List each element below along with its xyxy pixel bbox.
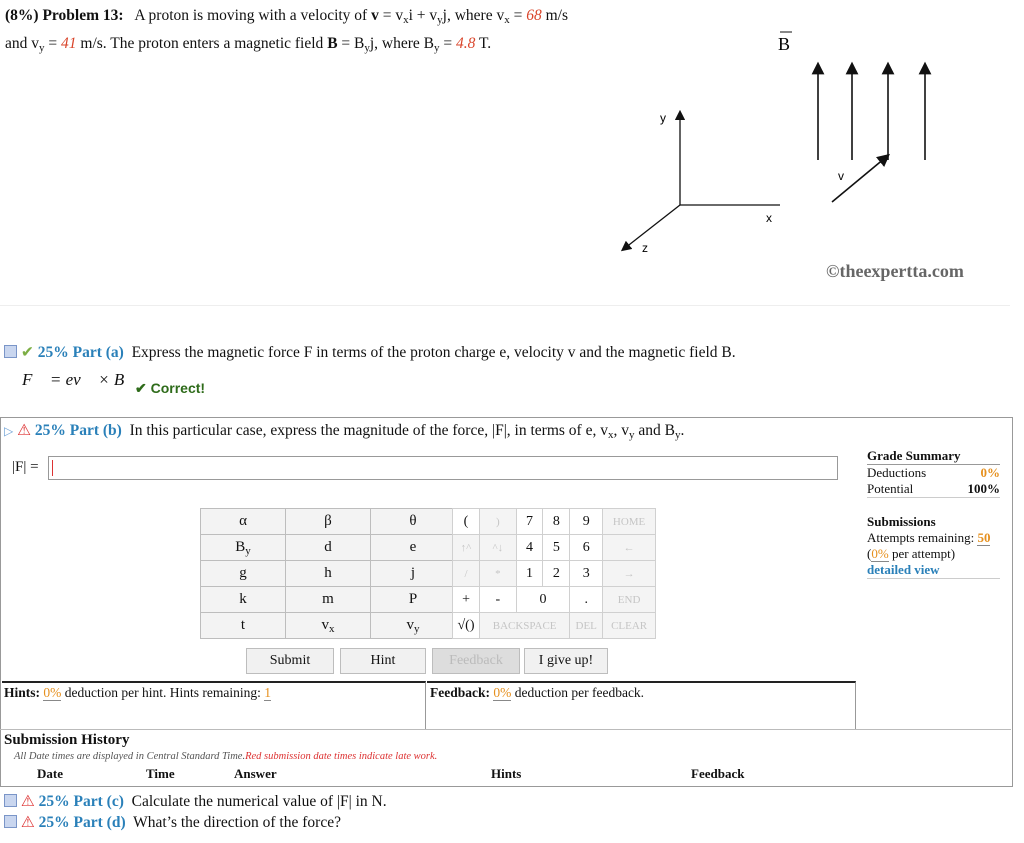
potential-row <box>867 481 1000 498</box>
submission-history-title: Submission History <box>4 732 130 748</box>
divider <box>0 305 1010 306</box>
key-minus[interactable]: - <box>480 587 517 613</box>
part-c-percent: 25% Part (c) <box>38 793 124 810</box>
key-dot[interactable]: . <box>570 587 603 613</box>
key-divide[interactable]: / <box>453 561 480 587</box>
key-right[interactable]: → <box>603 561 656 587</box>
key-multiply[interactable]: * <box>480 561 517 587</box>
attempts-value: 50 <box>977 530 991 545</box>
part-d-text: What’s the direction of the force? <box>133 814 341 831</box>
key-vx[interactable]: $v_x$ <box>286 613 371 639</box>
key-open-paren[interactable]: ( <box>453 509 480 535</box>
key-down[interactable]: ^↓ <box>480 535 517 561</box>
key-d[interactable]: d <box>286 535 371 561</box>
grade-summary-title: Grade Summary <box>867 448 1000 465</box>
potential-value: 100% <box>967 481 1000 496</box>
key-e[interactable]: e <box>371 535 456 561</box>
history-col-answer: Answer <box>234 766 277 781</box>
give-up-button[interactable]: I give up! <box>524 648 608 674</box>
numeric-keypad <box>452 508 656 639</box>
problem-text: and v <box>5 35 40 52</box>
watermark: ©theexpertta.com <box>826 261 964 281</box>
key-j[interactable]: j <box>371 561 456 587</box>
deductions-label: Deductions <box>867 465 927 480</box>
symbol-keyboard <box>200 508 456 639</box>
v-vector-label: v <box>838 169 844 183</box>
key-backspace[interactable]: BACKSPACE <box>480 613 570 639</box>
problem-text: A proton is moving with a velocity of <box>134 7 372 24</box>
part-d-header[interactable] <box>4 813 341 832</box>
B-symbol: B <box>327 35 338 52</box>
problem-text: = v <box>378 7 404 24</box>
key-plus[interactable]: + <box>453 587 480 613</box>
detailed-view-link[interactable]: detailed view <box>867 562 1000 579</box>
feedback-percent: 0% <box>493 685 512 700</box>
attempts-row <box>867 530 1000 546</box>
key-9[interactable]: 9 <box>570 509 603 535</box>
hints-remaining: 1 <box>264 685 271 700</box>
part-c-header[interactable] <box>4 792 387 811</box>
part-a-percent: 25% Part (a) <box>37 344 124 361</box>
hint-button[interactable]: Hint <box>340 648 426 674</box>
warning-icon: ⚠ <box>17 422 32 439</box>
part-c-text: Calculate the numerical value of |F| in N. <box>131 793 387 810</box>
subscript: y <box>364 42 370 54</box>
collapse-icon[interactable] <box>4 345 17 358</box>
key-beta[interactable]: β <box>286 509 371 535</box>
correct-badge: ✔ Correct! <box>135 380 206 396</box>
history-col-hints: Hints <box>491 766 522 781</box>
key-m[interactable]: m <box>286 587 371 613</box>
per-attempt-row <box>867 546 1000 562</box>
key-t[interactable]: t <box>201 613 286 639</box>
part-b-header: ▷ ⚠ 25% Part (b) In this particular case, express the magnitude of the force, |F|, in terms of e, $v_x$, $v_y$ and $B_y$. <box>4 422 685 441</box>
key-theta[interactable]: θ <box>371 509 456 535</box>
key-left[interactable]: ← <box>603 535 656 561</box>
key-g[interactable]: g <box>201 561 286 587</box>
z-axis-label: z <box>642 241 648 255</box>
part-b-text-end: and B <box>634 422 675 439</box>
warning-icon: ⚠ <box>20 793 35 810</box>
history-note-text: All Date times are displayed in Central Standard Time. <box>14 751 246 762</box>
hints-percent: 0% <box>43 685 62 700</box>
history-note-red: Red submission date times indicate late work. <box>245 751 438 762</box>
part-b-text: In this particular case, express the magnitude of the force, |F|, in terms of e, v <box>129 422 608 439</box>
problem-text: j, where B <box>369 35 435 52</box>
problem-text: = B <box>337 35 365 52</box>
x-axis-label: x <box>766 211 772 225</box>
history-col-time: Time <box>146 766 175 781</box>
y-axis-label: y <box>660 111 666 125</box>
v-symbol: v <box>371 7 379 24</box>
key-5[interactable]: 5 <box>543 535 570 561</box>
input-label: |F| = <box>12 459 39 475</box>
key-alpha[interactable]: α <box>201 509 286 535</box>
problem-statement: (8%) Problem 13: A proton is moving with a velocity of $v = v_xi + v_yj$, where $v_x = 68$ m/s and $v_y = 41$ m/s. The proton enters a magnetic field $B = B_yj$, where $B_y = 4.8$ T. <box>5 7 568 54</box>
paren: ( <box>867 546 872 561</box>
key-By[interactable]: $B_y$ <box>201 535 286 561</box>
history-col-feedback: Feedback <box>691 766 745 781</box>
key-sqrt[interactable]: √() <box>453 613 480 639</box>
key-vy[interactable]: $v_y$ <box>371 613 456 639</box>
divider <box>0 729 1011 730</box>
check-icon: ✔ <box>20 344 34 361</box>
subscript: x <box>403 14 409 26</box>
hints-text <box>4 685 271 701</box>
submit-button[interactable]: Submit <box>246 648 334 674</box>
subscript: y <box>434 42 440 54</box>
expand-icon[interactable] <box>4 794 17 807</box>
key-1[interactable]: 1 <box>516 561 543 587</box>
problem-text: m/s <box>541 7 568 24</box>
hints-desc: deduction per hint. Hints remaining: <box>61 685 265 700</box>
subscript: y <box>39 42 45 54</box>
part-b-percent: 25% Part (b) <box>34 422 122 439</box>
feedback-desc: deduction per feedback. <box>511 685 645 700</box>
submissions-title: Submissions <box>867 514 936 529</box>
attempts-label: Attempts remaining: <box>867 530 978 545</box>
key-8[interactable]: 8 <box>543 509 570 535</box>
problem-text: i + v <box>408 7 438 24</box>
per-attempt-text: per attempt) <box>888 546 956 561</box>
feedback-text <box>430 685 644 701</box>
key-clear[interactable]: CLEAR <box>603 613 656 639</box>
key-close-paren[interactable]: ) <box>480 509 517 535</box>
problem-text: T. <box>475 35 492 52</box>
key-0[interactable]: 0 <box>516 587 570 613</box>
potential-label: Potential <box>867 481 914 496</box>
key-3[interactable]: 3 <box>570 561 603 587</box>
per-attempt-percent: 0% <box>871 546 889 561</box>
part-a-answer: F⃗ = ev⃗ × B⃗ <box>22 370 138 389</box>
z-axis <box>625 205 680 248</box>
key-2[interactable]: 2 <box>543 561 570 587</box>
subscript: x <box>504 14 510 26</box>
problem-text: = <box>509 7 527 24</box>
b-vector-label: B <box>778 34 791 54</box>
subscript: y <box>437 14 443 26</box>
deductions-row <box>867 465 1000 481</box>
expand-icon[interactable] <box>4 815 17 828</box>
problem-label: (8%) Problem 13: <box>5 7 124 24</box>
history-note <box>14 751 437 762</box>
expand-arrow-icon[interactable]: ▷ <box>4 424 14 438</box>
key-del[interactable]: DEL <box>570 613 603 639</box>
key-4[interactable]: 4 <box>516 535 543 561</box>
key-home[interactable]: HOME <box>603 509 656 535</box>
answer-input[interactable] <box>48 456 838 480</box>
feedback-button[interactable]: Feedback <box>432 648 520 674</box>
key-up[interactable]: ↑^ <box>453 535 480 561</box>
part-d-percent: 25% Part (d) <box>38 814 126 831</box>
key-end[interactable]: END <box>603 587 656 613</box>
key-h[interactable]: h <box>286 561 371 587</box>
part-a-header <box>4 343 736 362</box>
history-col-date: Date <box>37 766 63 781</box>
by-value: 4.8 <box>456 35 476 52</box>
hints-label: Hints: <box>4 685 41 700</box>
grade-summary <box>867 448 1000 579</box>
vy-value: 41 <box>61 35 77 52</box>
warning-icon: ⚠ <box>20 814 35 831</box>
problem-text: j, where v <box>442 7 505 24</box>
key-k[interactable]: k <box>201 587 286 613</box>
key-7[interactable]: 7 <box>516 509 543 535</box>
text-cursor <box>52 460 53 476</box>
problem-text: m/s. The proton enters a magnetic field <box>76 35 328 52</box>
problem-figure <box>600 20 1020 290</box>
deductions-value: 0% <box>980 465 1000 480</box>
vx-value: 68 <box>526 7 542 24</box>
key-P[interactable]: P <box>371 587 456 613</box>
part-a-text: Express the magnetic force F in terms of the proton charge e, velocity v and the magnetic field B. <box>131 344 736 361</box>
field-arrows <box>818 68 925 160</box>
key-6[interactable]: 6 <box>570 535 603 561</box>
feedback-label: Feedback: <box>430 685 490 700</box>
